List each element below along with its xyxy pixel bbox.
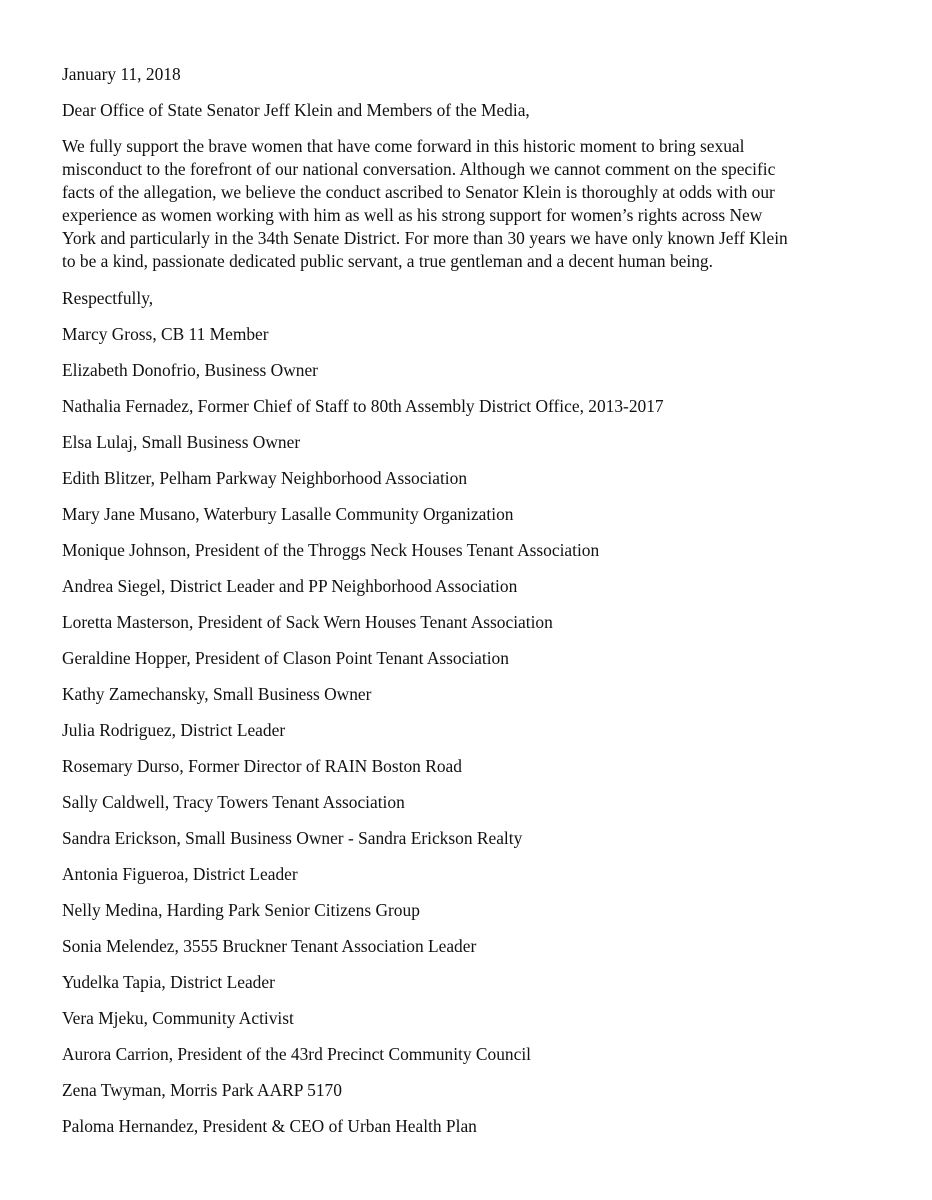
letter-body-line: We fully support the brave women that have come forward in this historic moment to bring sexual [62, 136, 745, 156]
signatory-item: Nelly Medina, Harding Park Senior Citizens Group [62, 900, 420, 920]
signatory-item: Julia Rodriguez, District Leader [62, 720, 286, 740]
signatory-item: Edith Blitzer, Pelham Parkway Neighborhood Association [62, 468, 468, 488]
signatory-item: Andrea Siegel, District Leader and PP Neighborhood Association [62, 576, 518, 596]
signatory-item: Paloma Hernandez, President & CEO of Urban Health Plan [62, 1116, 477, 1136]
signatory-item: Elsa Lulaj, Small Business Owner [62, 432, 301, 452]
letter-page [62, 63, 882, 1151]
signatory-item: Geraldine Hopper, President of Clason Point Tenant Association [62, 648, 509, 668]
letter-body-line: misconduct to the forefront of our national conversation. Although we cannot comment on the specific [62, 159, 776, 179]
letter-date: January 11, 2018 [62, 64, 181, 84]
letter-closing: Respectfully, [62, 288, 154, 308]
signatory-item: Mary Jane Musano, Waterbury Lasalle Community Organization [62, 504, 514, 524]
signatory-item: Loretta Masterson, President of Sack Wern Houses Tenant Association [62, 612, 553, 632]
letter-body [62, 135, 882, 273]
signatory-item: Sandra Erickson, Small Business Owner - Sandra Erickson Realty [62, 828, 523, 848]
signatory-list [62, 323, 882, 1137]
signatory-item: Aurora Carrion, President of the 43rd Precinct Community Council [62, 1044, 531, 1064]
signatory-item: Nathalia Fernadez, Former Chief of Staff to 80th Assembly District Office, 2013-2017 [62, 396, 664, 416]
letter-salutation: Dear Office of State Senator Jeff Klein and Members of the Media, [62, 100, 530, 120]
signatory-item: Antonia Figueroa, District Leader [62, 864, 298, 884]
letter-body-line: facts of the allegation, we believe the conduct ascribed to Senator Klein is thoroughly at odds with our [62, 182, 775, 202]
signatory-item: Vera Mjeku, Community Activist [62, 1008, 294, 1028]
signatory-item: Rosemary Durso, Former Director of RAIN Boston Road [62, 756, 462, 776]
signatory-item: Kathy Zamechansky, Small Business Owner [62, 684, 372, 704]
letter-body-line: York and particularly in the 34th Senate District. For more than 30 years we have only known Jeff Klein [62, 228, 788, 248]
signatory-item: Marcy Gross, CB 11 Member [62, 324, 269, 344]
letter-body-line: experience as women working with him as well as his strong support for women’s rights across New [62, 205, 763, 225]
signatory-item: Monique Johnson, President of the Throggs Neck Houses Tenant Association [62, 540, 600, 560]
letter-body-line: to be a kind, passionate dedicated public servant, a true gentleman and a decent human being. [62, 251, 713, 271]
signatory-item: Elizabeth Donofrio, Business Owner [62, 360, 318, 380]
signatory-item: Yudelka Tapia, District Leader [62, 972, 275, 992]
signatory-item: Sally Caldwell, Tracy Towers Tenant Association [62, 792, 405, 812]
signatory-item: Zena Twyman, Morris Park AARP 5170 [62, 1080, 342, 1100]
signatory-item: Sonia Melendez, 3555 Bruckner Tenant Association Leader [62, 936, 477, 956]
